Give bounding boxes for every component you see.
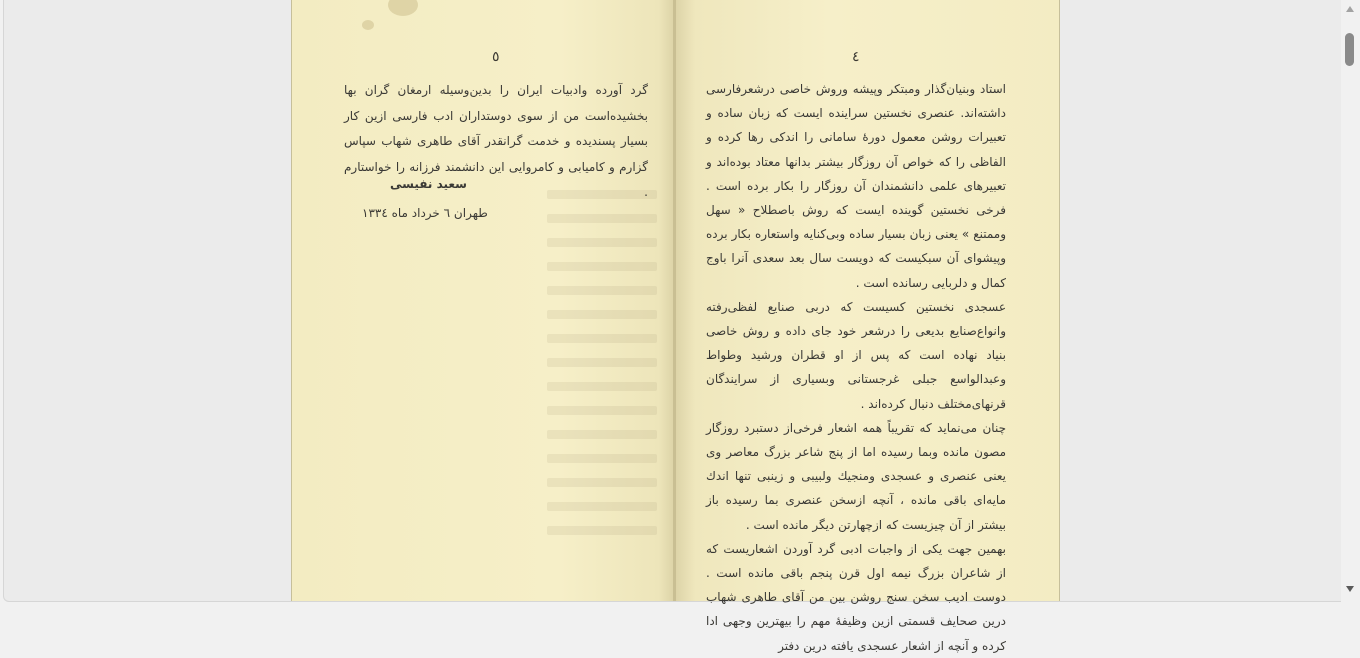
page-paragraph: استاد وبنیان‌گذار ومبتکر وپیشه وروش خاصی درشعرفارسی داشته‌اند. عنصری نخستین سراینده ایست که زبان ساده و تعبیرات روشن معمول دورهٔ سامانی را اندکی رها کرده و الفاظی را که خواص آن روزگار بیشتر بدانها معتاد بوده‌اند و تعبیرهای علمی دانشمندان آن روزگار را بکار برده است . فرخی نخستین گوینده ایست که روش باصطلاح « سهل وممتنع » یعنی زبان بسیار ساده وبی‌کنایه واستعاره بکار برده وپیشوای آن سبکیست که دویست سال بعد سعدی آنرا باوج کمال و دلربایی رسانده است .: [706, 82, 1006, 290]
scroll-up-arrow-icon[interactable]: [1346, 6, 1354, 12]
signature: سعید نفیسی: [390, 177, 467, 191]
page-body-text: [706, 77, 1006, 658]
page-paragraph: چنان می‌نماید که تقریباً همه اشعار فرخی‌از دستبرد روزگار مصون مانده وبما رسیده اما از پنج شاعر بزرگ معاصر وی یعنی عنصری و عسجدی ومنجیك ولبیبی و زینبی تنها اندك مایه‌ای باقی مانده ، آنچه ازسخن عنصری بما رسیده باز بیشتر از آن چیزیست که ازچهارتن دیگر مانده است .: [706, 420, 1006, 532]
book-page-left: [292, 0, 674, 601]
scrollbar-thumb[interactable]: [1345, 33, 1354, 66]
scroll-down-arrow-icon[interactable]: [1346, 586, 1354, 592]
page-number: ٤: [852, 49, 860, 65]
paper-stain: [388, 0, 418, 16]
page-number: ٥: [492, 49, 500, 65]
page-paragraph: عسجدی نخستین کسیست که دربی صنایع لفظی‌رفته وانواع‌صنایع بدیعی را درشعر خود جای داده و روش خاصی بنیاد نهاده است که پس از او قطران ورشید وطواط وعبدالواسع جبلی غرجستانی وبسیاری از سرایندگان قرنهای‌مختلف دنبال کرده‌اند .: [706, 299, 1006, 411]
document-viewer[interactable]: [3, 0, 1342, 653]
vertical-scrollbar[interactable]: [1341, 0, 1360, 605]
page-paragraph: گرد آورده وادبیات ایران را بدین‌وسیله ارمغان گران بها بخشیده‌است من از سوی دوستداران ادب فارسی ازین کار بسیار پسندیده و خدمت گرانقدر آقای طاهری شهاب سپاس گزارم و کامیابی و کامروایی این دانشمند فرزانه را خواستارم .: [344, 83, 648, 199]
book-page-right: [676, 0, 1059, 653]
paper-stain: [362, 20, 374, 30]
page-paragraph: بهمین جهت یکی از واجبات ادبی گرد آوردن اشعاریست که از شاعران بزرگ نیمه اول قرن پنجم باقی مانده است . دوست ادیب سخن سنج روشن بین من آقای طاهری شهاب درین صحایف قسمتی ازین وظیفهٔ مهم را بیهترین وجهی ادا کرده و آنچه از اشعار عسجدی یافته درین دفتر: [706, 541, 1006, 653]
scanned-book-spread: [291, 0, 1060, 653]
signature-date: طهران ٦ خرداد ماه ١٣٣٤: [362, 206, 488, 220]
bleed-through-text: [547, 190, 657, 550]
